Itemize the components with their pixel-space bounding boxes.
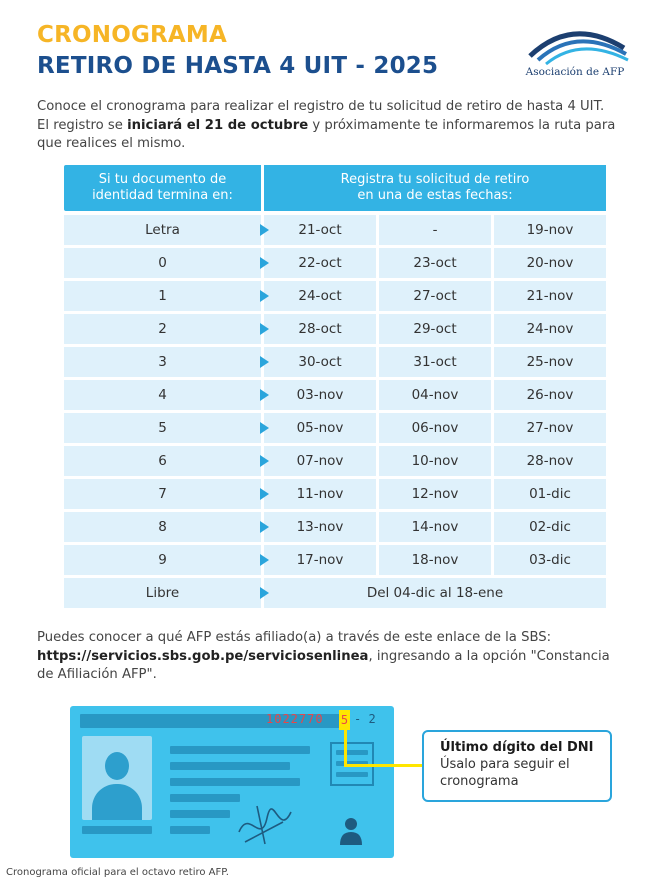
row-date: 20-nov [494,248,606,278]
card-line [170,810,230,818]
card-line [336,772,368,777]
row-date: 29-oct [379,314,491,344]
table-row [64,446,606,476]
row-date: 30-oct [264,347,376,377]
row-date: 14-nov [379,512,491,542]
row-key [64,512,261,542]
row-date: 11-nov [264,479,376,509]
row-date: 19-nov [494,215,606,245]
image-caption: Cronograma oficial para el octavo retiro AFP. [6,867,229,878]
row-key [64,545,261,575]
row-date: - [379,215,491,245]
row-date: 23-oct [379,248,491,278]
signature-icon [235,802,295,848]
arrow-right-icon [260,224,269,236]
intro-bold: iniciará el 21 de octubre [127,117,309,133]
table-body [64,215,606,575]
card-line [170,794,240,802]
dni-check-digit: - 2 [354,712,376,726]
row-key-label: 9 [158,552,167,568]
callout-title: Último dígito del DNI [440,740,594,755]
card-line [170,762,290,770]
row-key-label: 3 [158,354,167,370]
sbs-text-1: Puedes conocer a qué AFP estás afiliado(a) a través de este enlace de la SBS: [37,630,552,645]
row-date: 18-nov [379,545,491,575]
row-date: 27-oct [379,281,491,311]
dni-digit-callout [422,730,612,802]
callout-line2: cronograma [440,774,519,789]
row-key-label: 6 [158,453,167,469]
table-row [64,314,606,344]
arrow-right-icon [260,521,269,533]
table-row [64,347,606,377]
header-document-column [64,165,261,211]
row-date: 03-nov [264,380,376,410]
table-header [64,165,606,211]
header-left-line1: Si tu documento de [98,172,227,187]
dni-card-illustration [70,706,394,858]
row-date: 06-nov [379,413,491,443]
row-date: 28-nov [494,446,606,476]
pointer-line-vertical [344,730,347,767]
row-date: 24-oct [264,281,376,311]
intro-text-2: y próximamente te informaremos la ruta para que realices el mismo. [37,117,616,151]
intro-text-1: Conoce el cronograma para realizar el registro de tu solicitud de retiro de hasta 4 UIT. El registro se [37,99,605,133]
row-date: 22-oct [264,248,376,278]
dni-last-digit: 5 [339,710,350,730]
header-left-line2: identidad termina en: [92,188,233,203]
card-line [170,826,210,834]
arrow-right-icon [260,356,269,368]
table-row [64,248,606,278]
header-right-line2: en una de estas fechas: [357,188,513,203]
row-key-label: 2 [158,321,167,337]
row-key-label: Letra [145,222,180,238]
row-key [64,347,261,377]
row-date: 03-dic [494,545,606,575]
row-key-label: 0 [158,255,167,271]
title-cronograma: CRONOGRAMA [37,22,228,48]
arrow-right-icon [260,422,269,434]
card-line [336,750,368,755]
row-date: 21-nov [494,281,606,311]
person-icon [338,816,364,846]
row-date: 28-oct [264,314,376,344]
row-key-label: 7 [158,486,167,502]
row-key [64,413,261,443]
row-key [64,248,261,278]
sbs-link[interactable]: https://servicios.sbs.gob.pe/serviciosenlinea [37,648,369,664]
table-row [64,281,606,311]
header-right-line1: Registra tu solicitud de retiro [340,172,530,187]
schedule-table [64,165,606,611]
arrow-right-icon [260,290,269,302]
arrow-right-icon [260,554,269,566]
table-row [64,512,606,542]
pointer-line-horizontal [344,764,422,767]
table-row [64,215,606,245]
card-line [170,746,310,754]
table-row [64,413,606,443]
row-date: 12-nov [379,479,491,509]
arrow-right-icon [260,455,269,467]
row-date: 04-nov [379,380,491,410]
header-dates-column [264,165,606,211]
intro-paragraph [37,98,617,154]
arrow-right-icon [260,488,269,500]
afp-logo-text: Asociación de AFP [525,66,625,78]
row-date: 10-nov [379,446,491,476]
row-key [64,281,261,311]
row-key [64,479,261,509]
row-date: 24-nov [494,314,606,344]
row-date-range: Del 04-dic al 18-ene [264,578,606,608]
row-date: 26-nov [494,380,606,410]
table-row [64,479,606,509]
row-key-label: 5 [158,420,167,436]
row-date: 02-dic [494,512,606,542]
table-row [64,380,606,410]
row-date: 13-nov [264,512,376,542]
row-date: 07-nov [264,446,376,476]
row-key [64,314,261,344]
row-key-label: 1 [158,288,167,304]
row-key-label: 4 [158,387,167,403]
row-key-label: Libre [145,585,180,601]
row-key [64,380,261,410]
sbs-paragraph [37,629,627,685]
row-date: 05-nov [264,413,376,443]
table-row-libre [64,578,606,608]
arrow-right-icon [260,323,269,335]
arrow-right-icon [260,257,269,269]
row-date: 17-nov [264,545,376,575]
dni-number: 1022770 [266,712,324,726]
card-line [170,778,300,786]
afp-logo-arc-icon [520,20,630,68]
photo-placeholder-icon [82,736,152,820]
row-key [64,446,261,476]
row-date: 21-oct [264,215,376,245]
row-key-label: 8 [158,519,167,535]
row-date: 01-dic [494,479,606,509]
table-row [64,545,606,575]
sbs-text-2: , ingresando a la opción "Constancia de Afiliación AFP". [37,648,610,682]
card-line [82,826,152,834]
arrow-right-icon [260,389,269,401]
row-date: 27-nov [494,413,606,443]
row-key [64,578,261,608]
callout-line1: Úsalo para seguir el [440,757,570,772]
row-date: 31-oct [379,347,491,377]
afp-logo [520,20,630,90]
arrow-right-icon [260,587,269,599]
title-retiro: RETIRO DE HASTA 4 UIT - 2025 [37,53,439,79]
row-date: 25-nov [494,347,606,377]
row-key [64,215,261,245]
